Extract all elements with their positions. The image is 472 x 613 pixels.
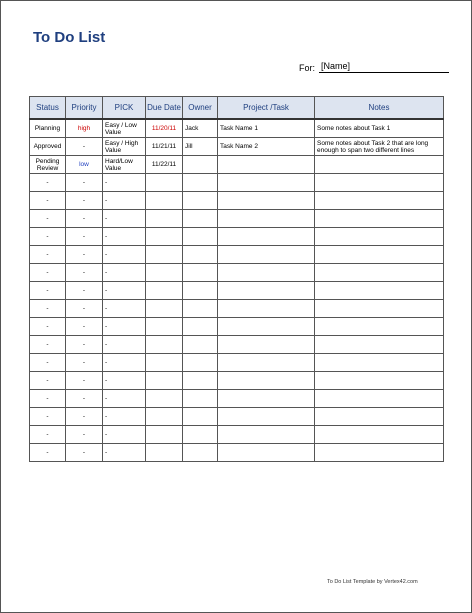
cell-project-task[interactable] <box>218 174 315 192</box>
cell-priority[interactable]: - <box>66 138 103 156</box>
cell-due-date[interactable]: 11/21/11 <box>146 138 183 156</box>
cell-notes[interactable] <box>315 228 444 246</box>
cell-status[interactable]: - <box>30 174 66 192</box>
cell-owner[interactable] <box>183 210 218 228</box>
cell-notes[interactable] <box>315 156 444 174</box>
cell-pick[interactable]: - <box>103 282 146 300</box>
cell-pick[interactable]: - <box>103 372 146 390</box>
for-name-input[interactable]: [Name] <box>319 61 449 73</box>
cell-due-date[interactable] <box>146 210 183 228</box>
cell-pick[interactable]: - <box>103 264 146 282</box>
header-priority: Priority <box>66 97 103 120</box>
cell-pick[interactable]: - <box>103 444 146 462</box>
cell-due-date[interactable]: 11/22/11 <box>146 156 183 174</box>
cell-pick[interactable]: - <box>103 318 146 336</box>
cell-project-task[interactable] <box>218 390 315 408</box>
cell-project-task[interactable] <box>218 282 315 300</box>
cell-status[interactable]: - <box>30 264 66 282</box>
table-row <box>30 119 444 138</box>
cell-notes[interactable] <box>315 282 444 300</box>
cell-pick[interactable]: - <box>103 210 146 228</box>
cell-due-date[interactable] <box>146 174 183 192</box>
cell-pick[interactable]: - <box>103 354 146 372</box>
cell-owner[interactable] <box>183 318 218 336</box>
cell-priority[interactable]: - <box>66 210 103 228</box>
table-row <box>30 372 444 390</box>
cell-priority[interactable]: - <box>66 228 103 246</box>
cell-owner[interactable] <box>183 444 218 462</box>
cell-notes[interactable] <box>315 264 444 282</box>
cell-project-task[interactable] <box>218 426 315 444</box>
cell-priority[interactable]: low <box>66 156 103 174</box>
cell-project-task[interactable] <box>218 300 315 318</box>
cell-pick[interactable]: - <box>103 174 146 192</box>
table-row <box>30 156 444 174</box>
cell-priority[interactable]: - <box>66 408 103 426</box>
cell-due-date[interactable] <box>146 390 183 408</box>
cell-priority[interactable]: - <box>66 390 103 408</box>
cell-project-task[interactable] <box>218 408 315 426</box>
cell-due-date[interactable] <box>146 426 183 444</box>
table-row <box>30 426 444 444</box>
cell-project-task[interactable]: Task Name 2 <box>218 138 315 156</box>
header-notes: Notes <box>315 97 444 120</box>
cell-notes[interactable] <box>315 318 444 336</box>
cell-due-date[interactable] <box>146 192 183 210</box>
cell-owner[interactable] <box>183 264 218 282</box>
cell-priority[interactable]: - <box>66 336 103 354</box>
cell-status[interactable]: - <box>30 444 66 462</box>
table-row <box>30 336 444 354</box>
cell-pick[interactable]: Hard/Low Value <box>103 156 146 174</box>
cell-project-task[interactable] <box>218 264 315 282</box>
cell-status[interactable]: Planning <box>30 119 66 138</box>
cell-status[interactable]: - <box>30 300 66 318</box>
cell-priority[interactable]: - <box>66 300 103 318</box>
cell-pick[interactable]: Easy / High Value <box>103 138 146 156</box>
cell-owner[interactable] <box>183 372 218 390</box>
table-row <box>30 390 444 408</box>
cell-pick[interactable]: Easy / Low Value <box>103 119 146 138</box>
cell-priority[interactable]: - <box>66 354 103 372</box>
header-status: Status <box>30 97 66 120</box>
cell-notes[interactable] <box>315 174 444 192</box>
cell-status[interactable]: - <box>30 408 66 426</box>
cell-owner[interactable]: Jill <box>183 138 218 156</box>
cell-pick[interactable]: - <box>103 390 146 408</box>
cell-project-task[interactable]: Task Name 1 <box>218 119 315 138</box>
cell-status[interactable]: - <box>30 390 66 408</box>
cell-notes[interactable] <box>315 336 444 354</box>
cell-priority[interactable]: - <box>66 264 103 282</box>
cell-notes[interactable] <box>315 426 444 444</box>
header-pick: PICK <box>103 97 146 120</box>
cell-notes[interactable] <box>315 210 444 228</box>
table-row <box>30 138 444 156</box>
cell-priority[interactable]: - <box>66 192 103 210</box>
cell-priority[interactable]: - <box>66 372 103 390</box>
cell-owner[interactable] <box>183 354 218 372</box>
cell-project-task[interactable] <box>218 246 315 264</box>
cell-owner[interactable] <box>183 408 218 426</box>
header-owner: Owner <box>183 97 218 120</box>
cell-status[interactable]: - <box>30 192 66 210</box>
cell-project-task[interactable] <box>218 372 315 390</box>
cell-project-task[interactable] <box>218 318 315 336</box>
cell-status[interactable]: - <box>30 282 66 300</box>
cell-status[interactable]: - <box>30 426 66 444</box>
header-due-date: Due Date <box>146 97 183 120</box>
cell-status[interactable]: - <box>30 318 66 336</box>
cell-due-date[interactable] <box>146 300 183 318</box>
cell-notes[interactable] <box>315 192 444 210</box>
cell-priority[interactable]: high <box>66 119 103 138</box>
cell-project-task[interactable] <box>218 192 315 210</box>
cell-pick[interactable]: - <box>103 336 146 354</box>
cell-priority[interactable]: - <box>66 318 103 336</box>
cell-priority[interactable]: - <box>66 444 103 462</box>
cell-priority[interactable]: - <box>66 174 103 192</box>
cell-due-date[interactable] <box>146 408 183 426</box>
cell-notes[interactable] <box>315 444 444 462</box>
todo-table <box>29 96 444 462</box>
cell-notes[interactable] <box>315 246 444 264</box>
cell-owner[interactable] <box>183 156 218 174</box>
table-row <box>30 264 444 282</box>
cell-notes[interactable]: Some notes about Task 2 that are long enough to span two different lines <box>315 138 444 156</box>
cell-status[interactable]: - <box>30 336 66 354</box>
table-row <box>30 228 444 246</box>
cell-owner[interactable] <box>183 426 218 444</box>
cell-priority[interactable]: - <box>66 282 103 300</box>
cell-notes[interactable] <box>315 408 444 426</box>
cell-notes[interactable] <box>315 300 444 318</box>
for-label: For: <box>299 63 316 73</box>
table-header-row <box>30 97 444 120</box>
cell-status[interactable]: - <box>30 210 66 228</box>
table-row <box>30 354 444 372</box>
footer-credit: To Do List Template by Vertex42.com <box>327 579 418 585</box>
cell-due-date[interactable]: 11/20/11 <box>146 119 183 138</box>
cell-status[interactable]: - <box>30 372 66 390</box>
cell-status[interactable]: - <box>30 354 66 372</box>
table-row <box>30 246 444 264</box>
cell-notes[interactable]: Some notes about Task 1 <box>315 119 444 138</box>
cell-notes[interactable] <box>315 372 444 390</box>
cell-pick[interactable]: - <box>103 228 146 246</box>
cell-pick[interactable]: - <box>103 192 146 210</box>
cell-due-date[interactable] <box>146 336 183 354</box>
cell-owner[interactable] <box>183 192 218 210</box>
cell-notes[interactable] <box>315 390 444 408</box>
cell-owner[interactable] <box>183 336 218 354</box>
cell-owner[interactable] <box>183 300 218 318</box>
cell-status[interactable]: Approved <box>30 138 66 156</box>
cell-owner[interactable] <box>183 228 218 246</box>
cell-priority[interactable]: - <box>66 426 103 444</box>
cell-due-date[interactable] <box>146 282 183 300</box>
table-row <box>30 192 444 210</box>
table-body <box>30 119 444 462</box>
table-row <box>30 444 444 462</box>
cell-owner[interactable] <box>183 174 218 192</box>
cell-project-task[interactable] <box>218 444 315 462</box>
cell-owner[interactable] <box>183 282 218 300</box>
cell-due-date[interactable] <box>146 354 183 372</box>
cell-notes[interactable] <box>315 354 444 372</box>
table-row <box>30 174 444 192</box>
cell-pick[interactable]: - <box>103 426 146 444</box>
cell-project-task[interactable] <box>218 228 315 246</box>
cell-due-date[interactable] <box>146 264 183 282</box>
table-row <box>30 408 444 426</box>
cell-due-date[interactable] <box>146 372 183 390</box>
table-row <box>30 282 444 300</box>
cell-pick[interactable]: - <box>103 300 146 318</box>
cell-owner[interactable]: Jack <box>183 119 218 138</box>
cell-project-task[interactable] <box>218 210 315 228</box>
cell-due-date[interactable] <box>146 318 183 336</box>
table-row <box>30 318 444 336</box>
for-field <box>299 61 449 73</box>
cell-due-date[interactable] <box>146 246 183 264</box>
header-project-task: Project /Task <box>218 97 315 120</box>
cell-due-date[interactable] <box>146 444 183 462</box>
table-row <box>30 210 444 228</box>
cell-pick[interactable]: - <box>103 246 146 264</box>
cell-owner[interactable] <box>183 246 218 264</box>
cell-priority[interactable]: - <box>66 246 103 264</box>
cell-project-task[interactable] <box>218 354 315 372</box>
page-title: To Do List <box>33 29 106 46</box>
table-row <box>30 300 444 318</box>
cell-status[interactable]: - <box>30 246 66 264</box>
cell-project-task[interactable] <box>218 336 315 354</box>
cell-pick[interactable]: - <box>103 408 146 426</box>
cell-status[interactable]: - <box>30 228 66 246</box>
cell-project-task[interactable] <box>218 156 315 174</box>
cell-status[interactable]: Pending Review <box>30 156 66 174</box>
cell-due-date[interactable] <box>146 228 183 246</box>
cell-owner[interactable] <box>183 390 218 408</box>
